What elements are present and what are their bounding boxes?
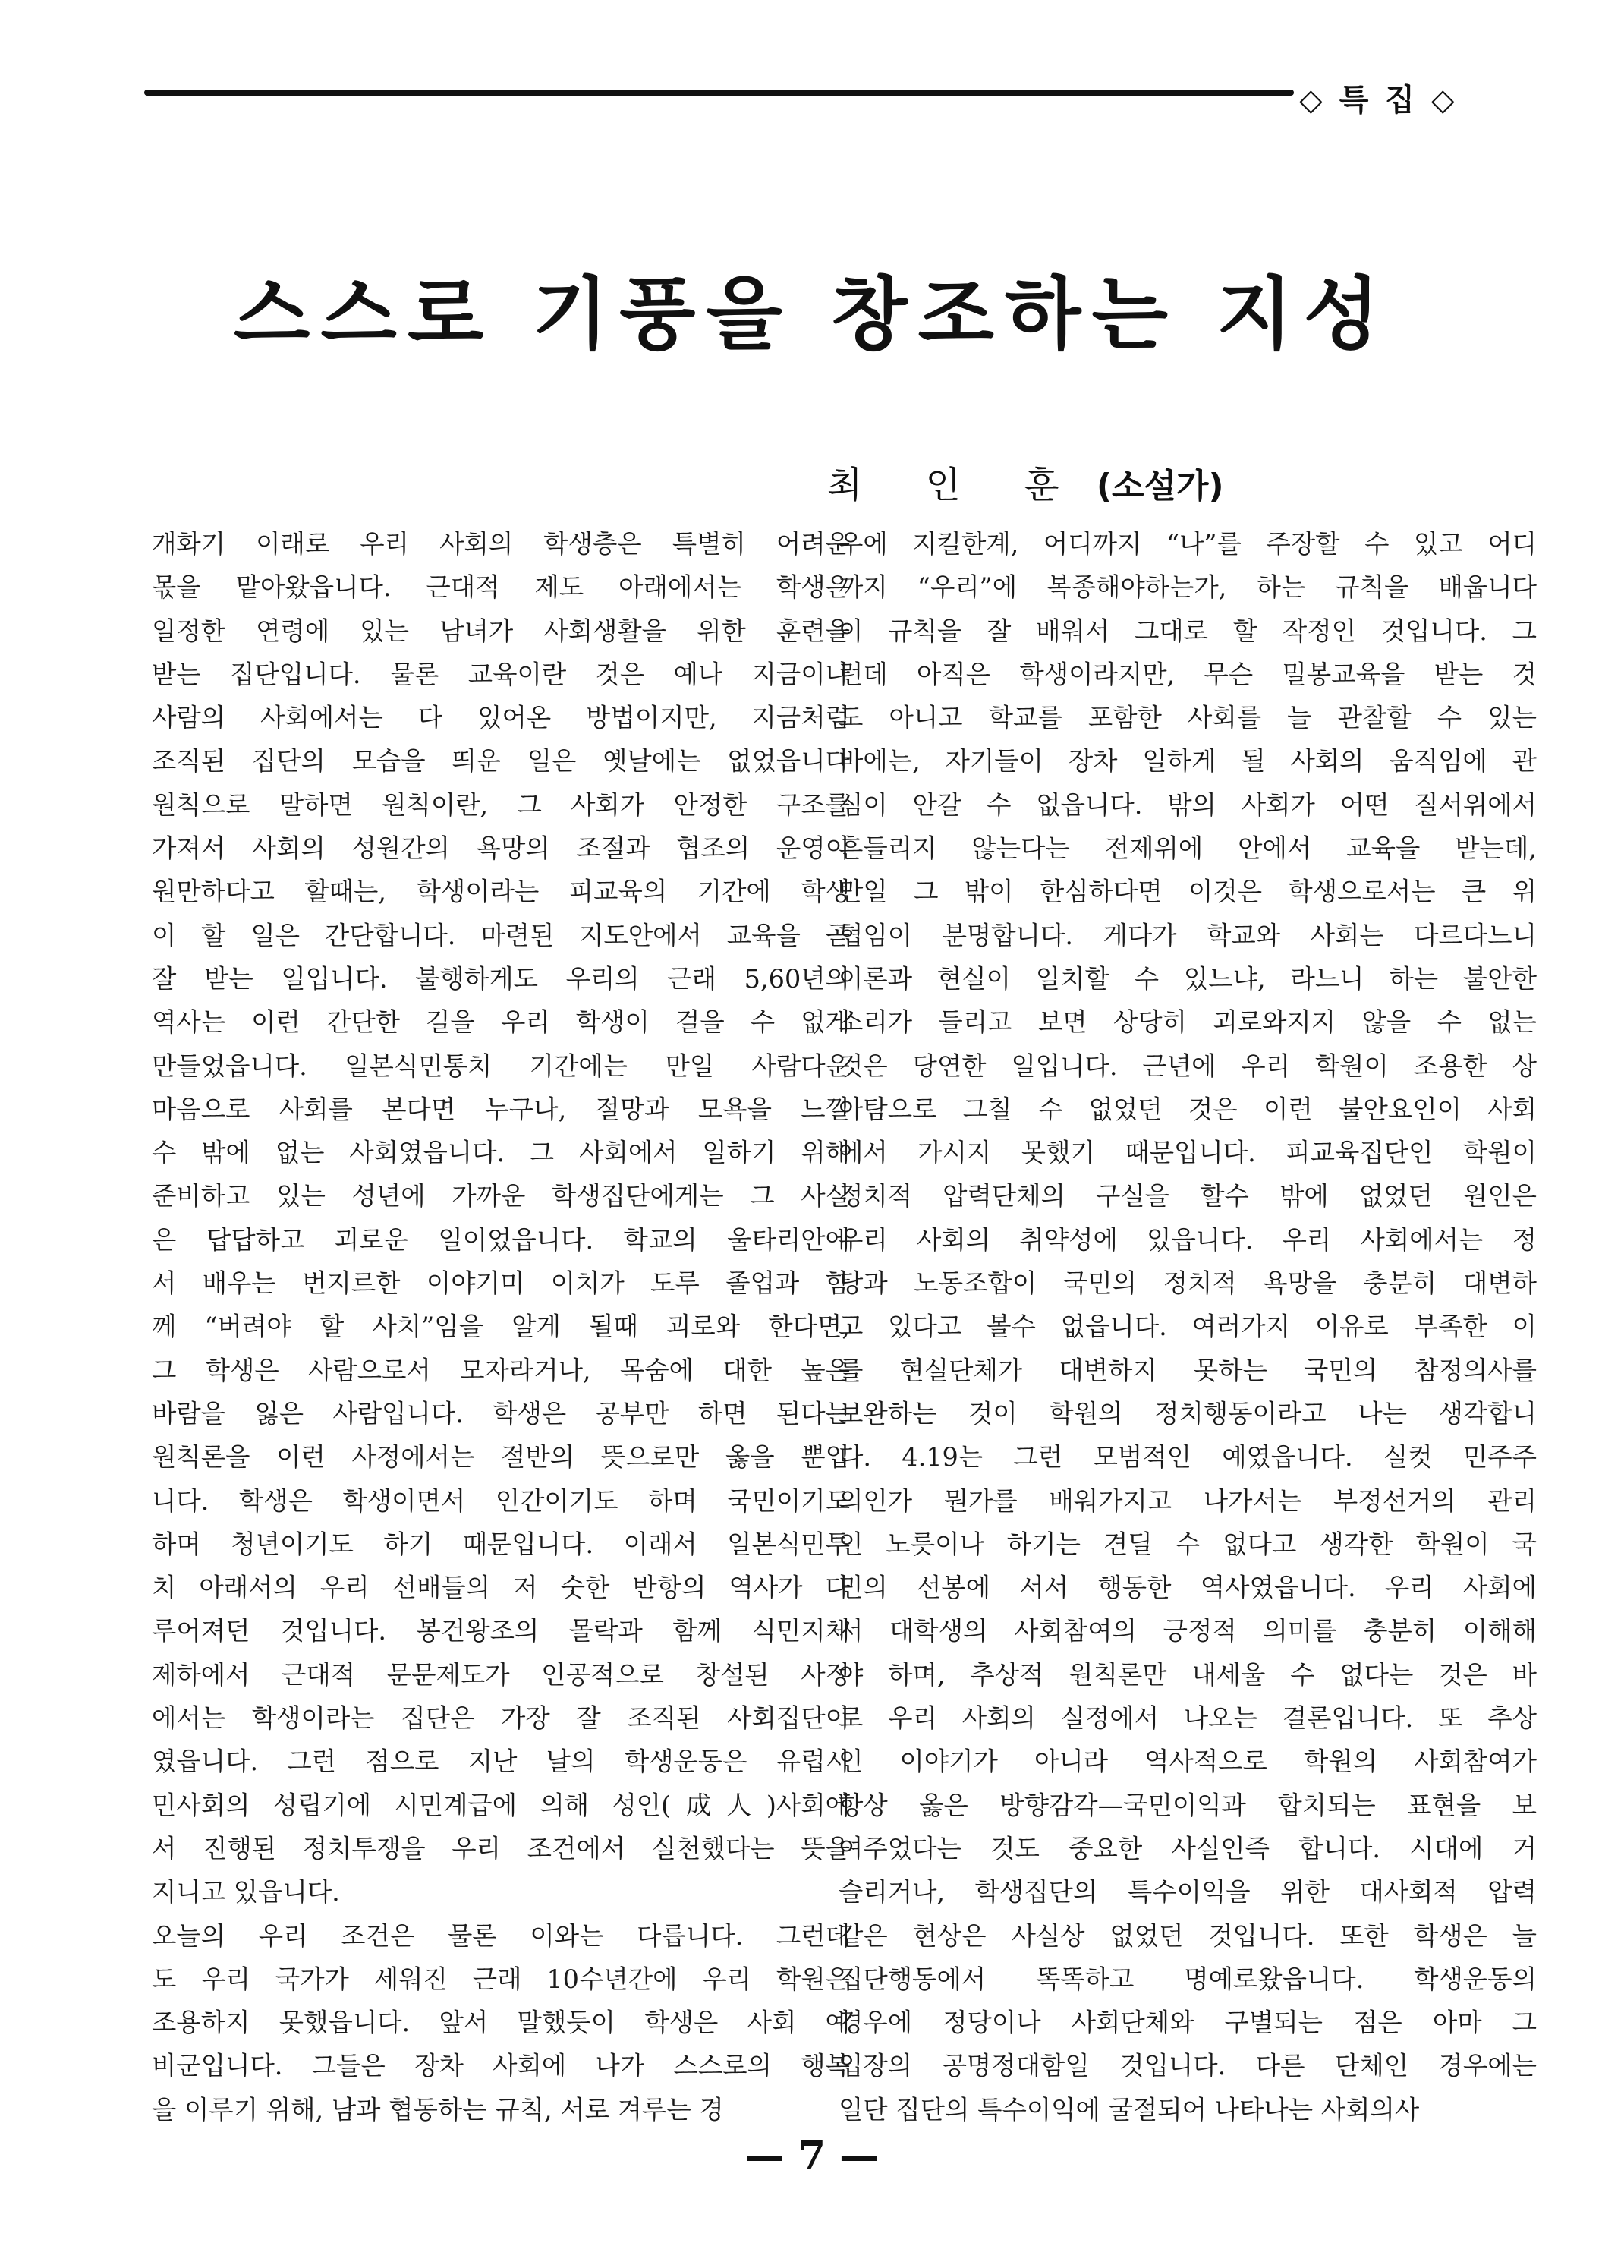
text-line: 도 아니고 학교를 포함한 사회를 늘 관찰할 수 있는 bbox=[839, 703, 1537, 733]
text-line: 민의 선봉에 서서 행동한 역사였읍니다. 우리 사회에 bbox=[839, 1573, 1537, 1603]
text-line: 오늘의 우리 조건은 물론 이와는 다릅니다. 그런데 bbox=[152, 1920, 850, 1951]
text-line: 서 배우는 번지르한 이야기미 이치가 도루 졸업과 함 bbox=[152, 1268, 850, 1299]
text-line: 몫을 맡아왔읍니다. 근대적 제도 아래에서는 학생은 bbox=[152, 572, 850, 603]
text-line: 협임이 분명합니다. 게다가 학교와 사회는 다르다느니 bbox=[839, 920, 1537, 950]
text-line: 이 할 일은 간단합니다. 마련된 지도안에서 교육을 곧 bbox=[152, 920, 850, 950]
text-line: 개화기 이래로 우리 사회의 학생층은 특별히 어려운 bbox=[152, 529, 850, 559]
text-line: 다. 4.19는 그런 모범적인 예였읍니다. 실컷 민주주 bbox=[839, 1442, 1537, 1473]
text-line: 바에는, 자기들이 장차 일하게 될 사회의 움직임에 관 bbox=[839, 746, 1537, 776]
text-line: 인 노릇이나 하기는 견딜 수 없다고 생각한 학원이 국 bbox=[839, 1529, 1537, 1559]
text-line: 수 밖에 없는 사회였읍니다. 그 사회에서 일하기 위해 bbox=[152, 1138, 850, 1168]
text-line: 것은 당연한 일입니다. 근년에 우리 학원이 조용한 상 bbox=[839, 1051, 1537, 1081]
text-line: 만들었읍니다. 일본식민통치 기간에는 만일 사람다운 bbox=[152, 1051, 850, 1081]
text-line: 같은 현상은 사실상 없었던 것입니다. 또한 학생은 늘 bbox=[839, 1920, 1537, 1951]
text-line: 가져서 사회의 성원간의 욕망의 조절과 협조의 운영이 bbox=[152, 833, 850, 864]
author-byline bbox=[827, 455, 1224, 508]
text-line: 이 규칙을 잘 배워서 그대로 할 작정인 것입니다. 그 bbox=[839, 616, 1537, 646]
text-line: 항상 옳은 방향감각—국민이익과 합치되는 표현을 보 bbox=[839, 1790, 1537, 1820]
text-line: 당과 노동조합이 국민의 정치적 욕망을 충분히 대변하 bbox=[839, 1268, 1537, 1299]
page-number: — 7 — bbox=[744, 2133, 880, 2179]
text-line: 아탐으로 그칠 수 없었던 것은 이런 불안요인이 사회 bbox=[839, 1094, 1537, 1124]
text-line: 에서 가시지 못했기 때문입니다. 피교육집단인 학원이 bbox=[839, 1138, 1537, 1168]
text-line: 야 하며, 추상적 원칙론만 내세울 수 없다는 것은 바 bbox=[839, 1659, 1537, 1690]
text-line: 보완하는 것이 학원의 정치행동이라고 나는 생각합니 bbox=[839, 1398, 1537, 1429]
text-line: 이론과 현실이 일치할 수 있느냐, 라느니 하는 불안한 bbox=[839, 963, 1537, 994]
text-line: 사람의 사회에서는 다 있어온 방법이지만, 지금처럼 bbox=[152, 703, 850, 733]
text-line: 원만하다고 할때는, 학생이라는 피교육의 기간에 학생 bbox=[152, 877, 850, 907]
article-title: 스스로 기풍을 창조하는 지성 bbox=[233, 268, 1391, 361]
text-line: 의인가 뭔가를 배워가지고 나가서는 부정선거의 관리 bbox=[839, 1485, 1537, 1516]
text-line: 서 대학생의 사회참여의 긍정적 의미를 충분히 이해해 bbox=[839, 1616, 1537, 1646]
text-line: 집단행동에서 똑똑하고 명예로왔읍니다. 학생운동의 bbox=[839, 1964, 1537, 1994]
left-column bbox=[152, 522, 850, 2131]
text-line: 잘 받는 일입니다. 불행하게도 우리의 근래 5,60년의 bbox=[152, 963, 850, 994]
text-line: 슬리거나, 학생집단의 특수이익을 위한 대사회적 압력 bbox=[839, 1877, 1537, 1907]
text-line: 제하에서 근대적 문문제도가 인공적으로 창설된 사정 bbox=[152, 1659, 850, 1690]
author-role: (소설가) bbox=[1096, 467, 1224, 506]
text-line: 조용하지 못했읍니다. 앞서 말했듯이 학생은 사회 예 bbox=[152, 2008, 850, 2038]
text-line: 일단 집단의 특수이익에 굴절되어 나타나는 사회의사 bbox=[839, 2094, 1420, 2125]
text-line: 민사회의 성립기에 시민계급에 의해 성인(成人)사회에 bbox=[152, 1790, 850, 1820]
text-line: 루어져던 것입니다. 봉건왕조의 몰락과 함께 식민지체 bbox=[152, 1616, 850, 1646]
text-line: 우에 지킬한계, 어디까지 “나”를 주장할 수 있고 어디 bbox=[839, 529, 1537, 559]
text-line: 은 답답하고 괴로운 일이었읍니다. 학교의 울타리안에 bbox=[152, 1224, 850, 1255]
text-line: 바람을 잃은 사람입니다. 학생은 공부만 하면 된다는 bbox=[152, 1398, 850, 1429]
author-name: 최 인 훈 bbox=[827, 464, 1085, 506]
text-line: 치 아래서의 우리 선배들의 저 숫한 반항의 역사가 다 bbox=[152, 1573, 850, 1603]
text-line: 원칙론을 이런 사정에서는 절반의 뜻으로만 옳을 뿐입 bbox=[152, 1442, 850, 1473]
section-label: ◇ 특 집 ◇ bbox=[1299, 83, 1458, 118]
text-line: 고 있다고 볼수 없읍니다. 여러가지 이유로 부족한 이 bbox=[839, 1312, 1537, 1342]
text-line: 입장의 공명정대함일 것입니다. 다른 단체인 경우에는 bbox=[839, 2051, 1537, 2081]
text-line: 우리 사회의 취약성에 있읍니다. 우리 사회에서는 정 bbox=[839, 1224, 1537, 1255]
text-line: 일정한 연령에 있는 남녀가 사회생활을 위한 훈련을 bbox=[152, 616, 850, 646]
text-line: 서 진행된 정치투쟁을 우리 조건에서 실천했다는 뜻을 bbox=[152, 1833, 850, 1863]
text-line: 받는 집단입니다. 물론 교육이란 것은 예나 지금이나 bbox=[152, 659, 850, 689]
text-line: 지니고 있읍니다. bbox=[152, 1877, 340, 1907]
text-line: 역사는 이런 간단한 길을 우리 학생이 걸을 수 없게 bbox=[152, 1007, 850, 1038]
text-line: 도 우리 국가가 세워진 근래 10수년간에 우리 학원은 bbox=[152, 1964, 850, 1994]
text-line: 인 이야기가 아니라 역사적으로 학원의 사회참여가 bbox=[839, 1747, 1537, 1777]
text-line: 를 현실단체가 대변하지 못하는 국민의 참정의사를 bbox=[839, 1355, 1537, 1385]
right-column bbox=[839, 522, 1537, 2131]
text-line: 원칙으로 말하면 원칙이란, 그 사회가 안정한 구조를 bbox=[152, 789, 850, 820]
text-line: 만일 그 밖이 한심하다면 이것은 학생으로서는 큰 위 bbox=[839, 877, 1537, 907]
text-line: 흔들리지 않는다는 전제위에 안에서 교육을 받는데, bbox=[839, 833, 1537, 864]
text-line: 여주었다는 것도 중요한 사실인즉 합니다. 시대에 거 bbox=[839, 1833, 1537, 1863]
text-line: 정치적 압력단체의 구실을 할수 밖에 없었던 원인은 bbox=[839, 1181, 1537, 1211]
text-line: 을 이루기 위해, 남과 협동하는 규칙, 서로 겨루는 경 bbox=[152, 2094, 724, 2125]
text-line: 비군입니다. 그들은 장차 사회에 나가 스스로의 행복 bbox=[152, 2051, 850, 2081]
text-line: 런데 아직은 학생이라지만, 무슨 밀봉교육을 받는 것 bbox=[839, 659, 1537, 689]
text-line: 로 우리 사회의 실정에서 나오는 결론입니다. 또 추상 bbox=[839, 1703, 1537, 1734]
text-line: 니다. 학생은 학생이면서 인간이기도 하며 국민이기도 bbox=[152, 1485, 850, 1516]
header-rule bbox=[144, 90, 1294, 96]
text-line: 마음으로 사회를 본다면 누구나, 절망과 모욕을 느낄 bbox=[152, 1094, 850, 1124]
text-line: 준비하고 있는 성년에 가까운 학생집단에게는 그 사실 bbox=[152, 1181, 850, 1211]
text-line: 그 학생은 사람으로서 모자라거나, 목숨에 대한 높은 bbox=[152, 1355, 850, 1385]
text-line: 까지 “우리”에 복종해야하는가, 하는 규칙을 배웁니다 bbox=[839, 572, 1537, 603]
text-line: 께 “버려야 할 사치”임을 알게 될때 괴로와 한다면, bbox=[152, 1312, 850, 1342]
text-line: 에서는 학생이라는 집단은 가장 잘 조직된 사회집단이 bbox=[152, 1703, 850, 1734]
text-line: 소리가 들리고 보면 상당히 괴로와지지 않을 수 없는 bbox=[839, 1007, 1537, 1038]
text-line: 조직된 집단의 모습을 띄운 일은 옛날에는 없었읍니다 bbox=[152, 746, 850, 776]
text-line: 경우에 정당이나 사회단체와 구별되는 점은 아마 그 bbox=[839, 2008, 1537, 2038]
text-line: 심이 안갈 수 없읍니다. 밖의 사회가 어떤 질서위에서 bbox=[839, 789, 1537, 820]
text-line: 였읍니다. 그런 점으로 지난 날의 학생운동은 유럽시 bbox=[152, 1747, 850, 1777]
text-line: 하며 청년이기도 하기 때문입니다. 이래서 일본식민투 bbox=[152, 1529, 850, 1559]
